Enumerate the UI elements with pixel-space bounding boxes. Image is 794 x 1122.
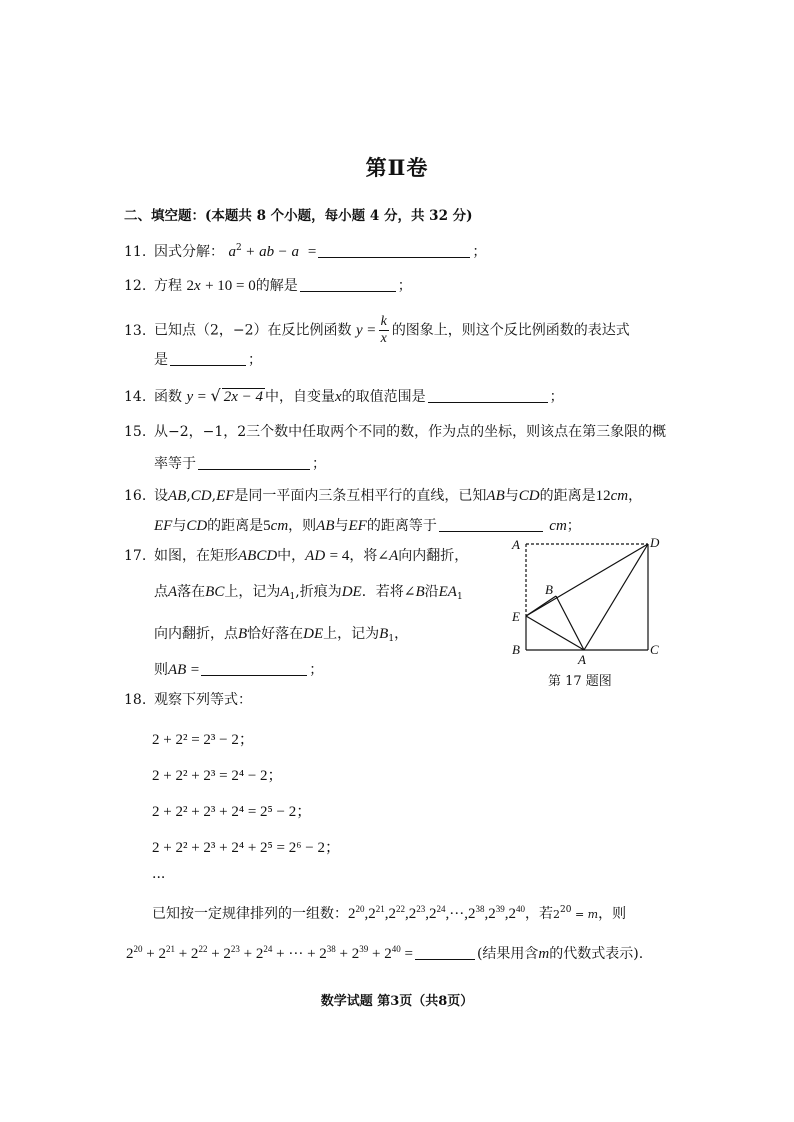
figure-label-a: A [512,537,520,552]
figure-label-e: E [512,609,520,624]
question-17-line4: 则AB = ； [154,662,324,678]
answer-blank[interactable] [300,277,396,292]
geometry-figure [500,530,670,670]
answer-blank[interactable] [318,243,470,258]
answer-blank[interactable] [198,455,310,470]
question-18-sum: $2^{20} + 2^{21} + 2^{22} + 2^{23} + 2^{24}$ + ··· + $2^{38} + 2^{39} + 2^{40}$ = (结果用含m的代数式表示). [126,944,644,962]
question-18-known: 已知按一定规律排列的一组数：$2^{20},2^{21},2^{22},2^{23},2^{24},\cdot\cdot\cdot,2^{38},2^{39},2^{40}$，若$2^{20} = m$，则 [152,904,627,922]
question-text: 因式分解： [154,244,224,260]
question-number: 15. [124,424,147,440]
answer-blank[interactable] [428,388,548,403]
question-13: 13. 已知点（2，−2）在反比例函数 y = $\frac{k}{x}$ 的图象上，则这个反比例函数的表达式 [124,314,630,346]
figure-label-d: D [650,535,660,550]
question-17-line2: 点A落在BC上，记为$A_1$,折痕为DE．若将∠B沿$EA_1$ [154,584,463,602]
question-number: 18. [124,692,147,708]
figure-label-a1: A [578,652,586,667]
equation-1: 2 + 2² = 2³ − 2； [152,732,254,748]
question-17-line3: 向内翻折，点B恰好落在DE上，记为$B_1$， [154,626,409,644]
question-13-line2: 是 ； [154,352,262,368]
figure-label-b1: B [545,582,553,597]
question-number: 16. [124,488,147,504]
section-heading: 二、填空题：(本题共 8 个小题，每小题 4 分，共 32 分) [124,208,473,224]
answer-blank[interactable] [201,661,307,676]
question-12: 12. 方程 2x + 10 = 0的解是 ； [124,278,412,294]
question-16: 16. 设AB,CD,EF是同一平面内三条互相平行的直线，已知AB与CD的距离是12cm， [124,488,643,504]
question-number: 14. [124,389,147,405]
question-11: 11. 因式分解： $a^2$ + ab − a = ； [124,243,487,260]
equation-4: 2 + 2² + 2³ + 2⁴ + 2⁵ = 2⁶ − 2； [152,840,340,856]
question-15-line2: 率等于 ； [154,456,326,472]
ellipsis: ··· [152,870,166,886]
equation-2: 2 + 2² + 2³ = 2⁴ − 2； [152,768,283,784]
page-title: 第Ⅱ卷 [365,155,429,180]
question-17: 17. 如图，在矩形ABCD中，AD = 4，将∠A向内翻折， [124,548,469,564]
figure-label-c: C [650,642,659,657]
question-number: 12. [124,278,147,294]
answer-blank[interactable] [170,351,246,366]
page-footer: 数学试题 第3页（共8页） [320,994,474,1009]
equation-3: 2 + 2² + 2³ + 2⁴ = 2⁵ − 2； [152,804,312,820]
question-number: 17. [124,548,147,564]
answer-blank[interactable] [415,945,475,960]
question-18: 18. 观察下列等式： [124,692,252,708]
figure-caption: 第 17 题图 [548,674,612,689]
question-number: 11. [124,244,147,260]
figure-label-b: B [512,642,520,657]
question-number: 13. [124,322,147,339]
question-15: 15. 从−2，−1，2三个数中任取两个不同的数，作为点的坐标，则该点在第三象限的概 [124,424,667,440]
question-14: 14. 函数 y = √ 2x − 4 中，自变量x的取值范围是 ； [124,386,564,405]
question-16-line2: EF与CD的距离是5cm，则AB与EF的距离等于 cm； [154,518,581,534]
